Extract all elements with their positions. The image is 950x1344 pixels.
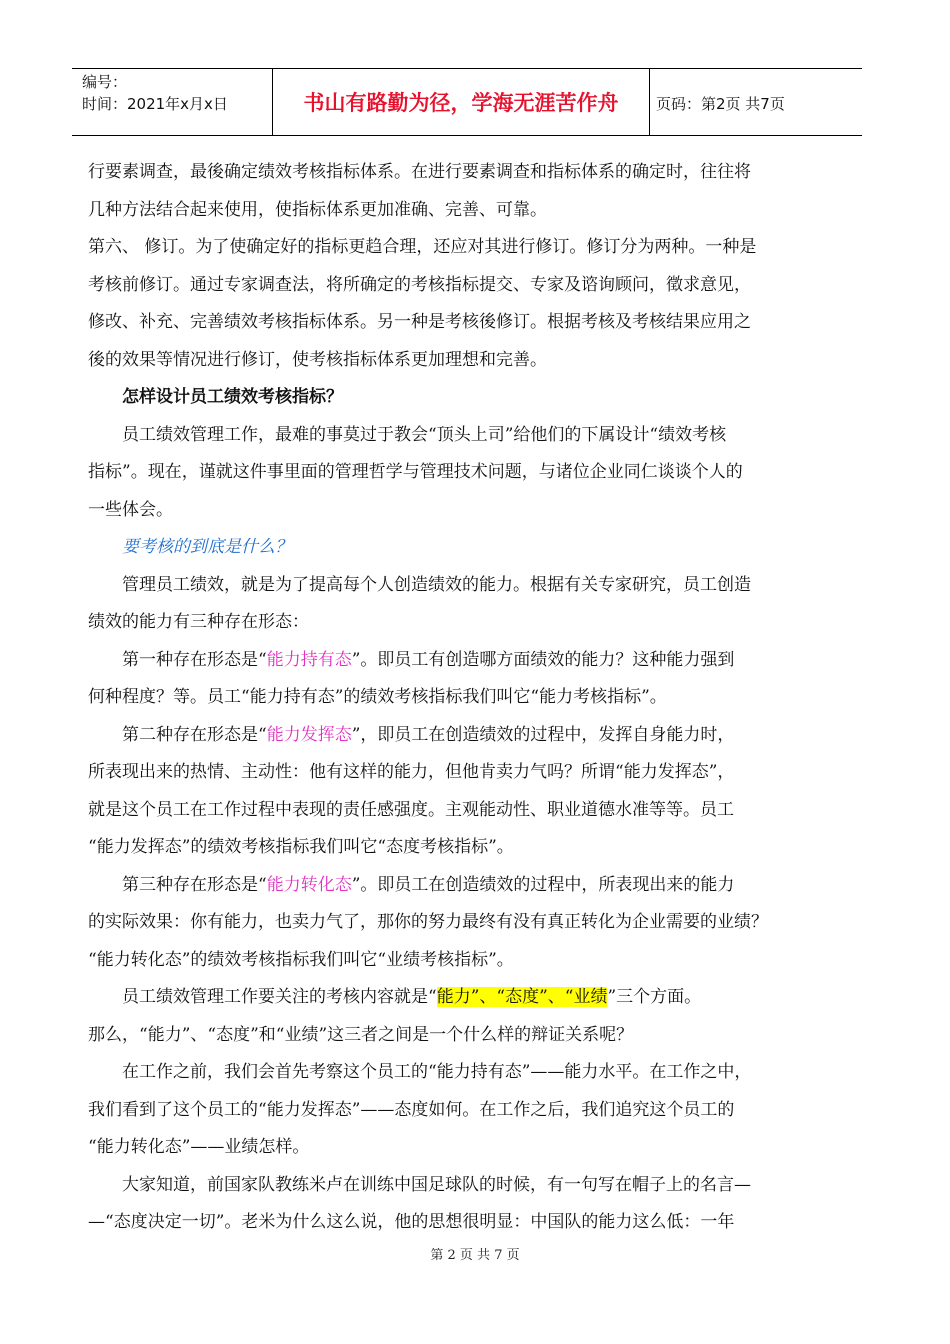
text-line — [88, 867, 848, 905]
text-line: 员工绩效管理工作，最难的事莫过于教会“顶头上司”给他们的下属设计“绩效考核 — [122, 424, 727, 445]
section-heading: 怎样设计员工绩效考核指标？ — [122, 387, 343, 407]
text-segment: 第二种存在形态是“ — [122, 724, 267, 745]
text-line: 修改、补充、完善绩效考核指标体系。另一种是考核後修订。根据考核及考核结果应用之 — [88, 312, 751, 332]
text-segment: ”。即员工有创造哪方面绩效的能力？这种能力强到 — [351, 649, 735, 670]
text-segment: ”三个方面。 — [607, 987, 702, 1007]
text-segment: 第三种存在形态是“ — [122, 874, 267, 895]
text-line: 後的效果等情况进行修订，使考核指标体系更加理想和完善。 — [88, 349, 547, 370]
text-line: —“态度决定一切”。老米为什么这么说，他的思想很明显：中国队的能力这么低：一年 — [88, 1212, 735, 1232]
text-line: 何种程度？等。员工“能力持有态”的绩效考核指标我们叫它“能力考核指标”。 — [88, 687, 667, 707]
text-line: 第六、 修订。为了使确定好的指标更趋合理，还应对其进行修订。修订分为两种。一种是 — [88, 237, 757, 257]
text-line: “能力转化态”——业绩怎样。 — [88, 1137, 310, 1157]
term-highlight: 能力转化态 — [266, 874, 352, 895]
term-highlight: 能力发挥态 — [266, 724, 352, 745]
text-line — [88, 642, 848, 680]
text-segment: 第一种存在形态是“ — [122, 649, 267, 670]
subheading: 要考核的到底是什么？ — [122, 537, 292, 557]
text-line: 行要素调查，最後确定绩效考核指标体系。在进行要素调查和指标体系的确定时，往往将 — [88, 162, 751, 182]
yellow-highlight: 能力”、“态度”、“业绩 — [436, 987, 608, 1007]
text-line: 那么，“能力”、“态度”和“业绩”这三者之间是一个什么样的辩证关系呢？ — [88, 1024, 634, 1045]
text-line: 我们看到了这个员工的“能力发挥态”——态度如何。在工作之后，我们追究这个员工的 — [88, 1099, 735, 1120]
text-line: 考核前修订。通过专家调查法，将所确定的考核指标提交、专家及谘询顾问，徵求意见， — [88, 274, 751, 295]
text-line: “能力发挥态”的绩效考核指标我们叫它“态度考核指标”。 — [88, 837, 514, 857]
document-time-label: 时间：2021年x月x日 — [82, 95, 228, 113]
text-line: 在工作之前，我们会首先考察这个员工的“能力持有态”——能力水平。在工作之中， — [122, 1062, 752, 1082]
text-segment: 员工绩效管理工作要关注的考核内容就是“ — [122, 987, 437, 1007]
text-line: 一些体会。 — [88, 499, 173, 520]
document-number-label: 编号： — [82, 73, 128, 91]
document-body — [88, 154, 848, 1242]
term-highlight: 能力持有态 — [266, 649, 352, 670]
text-line: 就是这个员工在工作过程中表现的责任感强度。主观能动性、职业道德水准等等。员工 — [88, 799, 734, 820]
page-header — [72, 68, 862, 136]
text-line: 大家知道，前国家队教练米卢在训练中国足球队的时候，有一句写在帽子上的名言— — [122, 1174, 751, 1195]
text-segment: ”。即员工在创造绩效的过程中，所表现出来的能力 — [351, 874, 735, 895]
text-line: 所表现出来的热情、主动性：他有这样的能力，但他肯卖力气吗？所谓“能力发挥态”， — [88, 762, 735, 782]
header-page-info: 页码：第2页 共7页 — [656, 95, 785, 113]
text-line: 绩效的能力有三种存在形态： — [88, 612, 309, 632]
text-segment: ”，即员工在创造绩效的过程中，发挥自身能力时， — [351, 724, 735, 745]
text-line: “能力转化态”的绩效考核指标我们叫它“业绩考核指标”。 — [88, 949, 514, 970]
header-motto: 书山有路勤为径，学海无涯苦作舟 — [272, 69, 650, 135]
page-footer: 第 2 页 共 7 页 — [430, 1248, 520, 1263]
text-line: 指标”。现在，谨就这件事里面的管理哲学与管理技术问题，与诸位企业同仁谈谈个人的 — [88, 462, 743, 482]
text-line — [88, 717, 848, 755]
text-line: 几种方法结合起来使用，使指标体系更加准确、完善、可靠。 — [88, 199, 547, 220]
header-meta — [82, 71, 228, 115]
text-line — [88, 979, 848, 1017]
text-line: 的实际效果：你有能力，也卖力气了，那你的努力最终有没有真正转化为企业需要的业绩？ — [88, 912, 768, 932]
text-line: 管理员工绩效，就是为了提高每个人创造绩效的能力。根据有关专家研究，员工创造 — [122, 574, 751, 595]
